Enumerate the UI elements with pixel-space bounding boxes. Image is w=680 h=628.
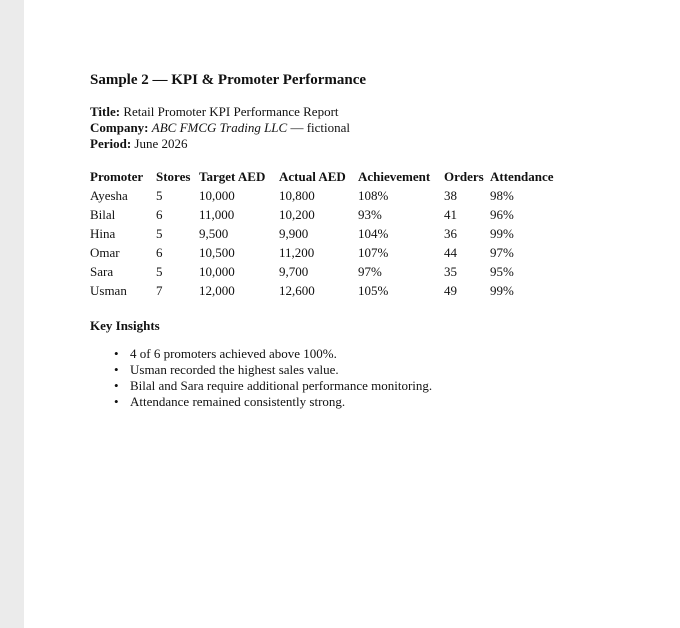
- table-row: [90, 186, 565, 205]
- table-row: [90, 205, 565, 224]
- cell-achievement: 107%: [358, 244, 389, 260]
- cell-orders: 49: [444, 282, 457, 298]
- column-header-stores: Stores: [156, 168, 191, 184]
- list-item: [114, 346, 565, 362]
- cell-orders: 41: [444, 206, 457, 222]
- bullet-icon: •: [114, 346, 119, 361]
- cell-promoter: Ayesha: [90, 187, 128, 203]
- cell-stores: 5: [156, 187, 163, 203]
- insight-text: 4 of 6 promoters achieved above 100%.: [130, 346, 337, 361]
- insight-text: Attendance remained consistently strong.: [130, 394, 346, 409]
- cell-achievement: 108%: [358, 187, 389, 203]
- insight-text: Bilal and Sara require additional performance monitoring.: [130, 378, 433, 393]
- cell-promoter: Hina: [90, 225, 116, 241]
- document-heading: Sample 2 — KPI & Promoter Performance: [90, 72, 367, 88]
- cell-target: 12,000: [199, 282, 235, 298]
- cell-stores: 7: [156, 282, 163, 298]
- column-header-actual: Actual AED: [279, 168, 346, 184]
- document-page: [24, 0, 680, 628]
- insights-list: [90, 346, 565, 410]
- cell-attendance: 95%: [490, 263, 514, 279]
- cell-achievement: 93%: [358, 206, 382, 222]
- cell-orders: 38: [444, 187, 457, 203]
- cell-attendance: 96%: [490, 206, 514, 222]
- report-meta: [90, 104, 565, 152]
- cell-target: 11,000: [199, 206, 235, 222]
- cell-orders: 35: [444, 263, 457, 279]
- cell-stores: 6: [156, 206, 163, 222]
- cell-attendance: 97%: [490, 244, 514, 260]
- column-header-orders: Orders: [444, 168, 484, 184]
- period-label: Period:: [90, 136, 132, 151]
- cell-achievement: 104%: [358, 225, 389, 241]
- cell-stores: 6: [156, 244, 163, 260]
- cell-actual: 9,900: [279, 225, 309, 241]
- table-row: [90, 281, 565, 300]
- table-row: [90, 243, 565, 262]
- cell-promoter: Sara: [90, 263, 114, 279]
- cell-actual: 10,800: [279, 187, 315, 203]
- cell-actual: 12,600: [279, 282, 315, 298]
- bullet-icon: •: [114, 378, 119, 393]
- cell-achievement: 97%: [358, 263, 382, 279]
- bullet-icon: •: [114, 362, 119, 377]
- table-header-row: [90, 167, 565, 186]
- list-item: [114, 362, 565, 378]
- kpi-table: [90, 167, 565, 300]
- cell-actual: 11,200: [279, 244, 315, 260]
- cell-target: 10,000: [199, 187, 235, 203]
- insights-heading: Key Insights: [90, 318, 160, 333]
- cell-orders: 44: [444, 244, 457, 260]
- cell-orders: 36: [444, 225, 457, 241]
- title-line: [90, 104, 565, 120]
- list-item: [114, 378, 565, 394]
- period-line: [90, 136, 565, 152]
- cell-promoter: Usman: [90, 282, 127, 298]
- company-label: Company:: [90, 120, 149, 135]
- table-row: [90, 262, 565, 281]
- cell-actual: 10,200: [279, 206, 315, 222]
- table-row: [90, 224, 565, 243]
- title-label: Title:: [90, 104, 121, 119]
- bullet-icon: •: [114, 394, 119, 409]
- column-header-promoter: Promoter: [90, 168, 144, 184]
- cell-target: 10,500: [199, 244, 235, 260]
- list-item: [114, 394, 565, 410]
- cell-promoter: Omar: [90, 244, 120, 260]
- cell-target: 9,500: [199, 225, 229, 241]
- column-header-attendance: Attendance: [490, 168, 554, 184]
- column-header-target: Target AED: [199, 168, 266, 184]
- cell-actual: 9,700: [279, 263, 309, 279]
- column-header-achievement: Achievement: [358, 168, 431, 184]
- cell-attendance: 99%: [490, 225, 514, 241]
- company-suffix: — fictional: [290, 120, 351, 135]
- company-line: [90, 120, 565, 136]
- cell-promoter: Bilal: [90, 206, 116, 222]
- company-value: ABC FMCG Trading LLC: [151, 120, 288, 135]
- period-value: June 2026: [134, 136, 188, 151]
- cell-stores: 5: [156, 263, 163, 279]
- cell-stores: 5: [156, 225, 163, 241]
- document-content: [90, 70, 565, 410]
- insight-text: Usman recorded the highest sales value.: [130, 362, 339, 377]
- cell-attendance: 98%: [490, 187, 514, 203]
- cell-target: 10,000: [199, 263, 235, 279]
- title-value: Retail Promoter KPI Performance Report: [123, 104, 339, 119]
- cell-achievement: 105%: [358, 282, 389, 298]
- cell-attendance: 99%: [490, 282, 514, 298]
